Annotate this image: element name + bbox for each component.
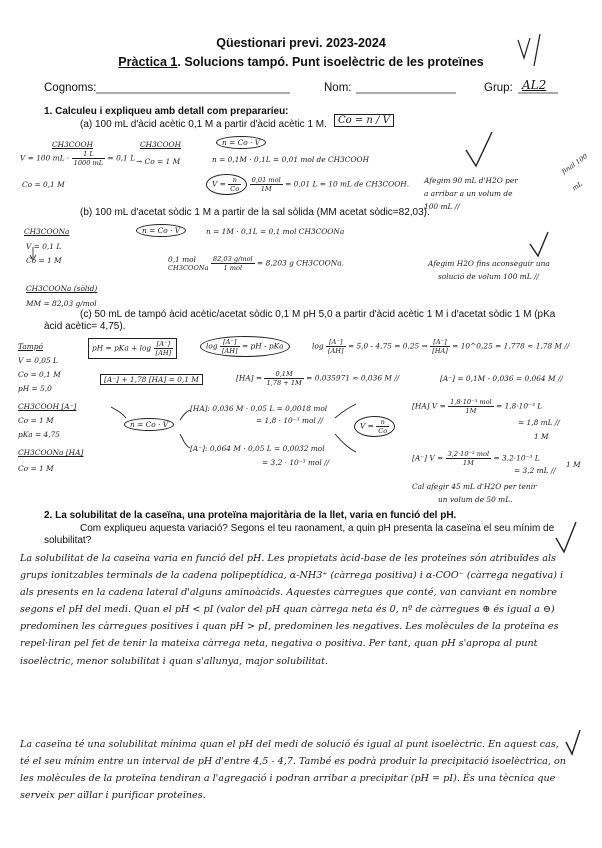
q1b-text: (b) 100 mL d'acetat sòdic 1 M a partir de la sal sòlida (MM acetat sòdic=82,03). [80,207,430,218]
c-log-oval: log $\frac{[A^-]}{[AH]}$ = pH - pKa [200,336,290,357]
c-n-ha: [HA]: 0,036 M · 0,05 L = 0,0018 mol [190,404,328,413]
q1-title: 1. Calculeu i expliqueu amb detall com prepararíeu: [44,106,289,117]
b-l4d: solució de volum 100 mL // [438,272,539,281]
group-value: AL2 [522,78,547,92]
checkmark-icon [566,730,580,754]
arrow-icon [335,434,356,452]
arrow-icon [180,434,190,448]
practice-label: Pràctica 1 [118,55,178,69]
c-v-ha-d: 1 M [534,432,549,441]
c-acid-co: Co = 1 M [18,416,54,425]
c-v-ha-c: = 1,8 mL // [518,418,560,427]
margin-note-1: final 100 [560,152,590,176]
group-label: Grup: [484,82,513,94]
a-frac2: $\frac{\text{0,01 mol}}{1M}$ [251,176,281,193]
c-v-a-c: = 3,2 mL // [514,466,556,475]
b-oval: n = Co · V [136,224,186,237]
c-n-a2: = 3,2 · 10⁻³ mol // [262,458,330,467]
a-frac: $\frac{1 L}{1000 mL}$ [73,150,104,167]
c-box2: [A⁻] + 1,78 [HA] = 0,1 M [100,374,203,385]
b-l2: V = 0,1 L [26,242,62,251]
b-l1: CH3COONa [24,227,70,236]
arrow-icon [335,404,356,418]
c-note-1: Cal afegir 45 mL d'H2O per tenir [412,482,537,491]
c-tampo: Tampó [18,342,43,351]
b-l5: CH3COONa (sòlid) [26,284,98,293]
a-l3b: = 0,01 L = 10 mL de CH3COOH. [285,179,410,189]
margin-note-2: mL [570,179,584,193]
c-v-ha: [HA] V = $\frac{\text{1,8·10⁻³ mol}}{1M}$ = 1,8·10⁻³ L [412,398,543,415]
arrow-icon [180,410,190,420]
c-salt-box: CH3COONa [HA] [18,448,84,457]
checkmark-icon [556,522,576,552]
c-n-a: [A⁻]: 0,064 M · 0,05 L = 0,0032 mol [190,444,325,453]
arrow-icon [111,407,126,418]
a-l2c: → Co = 1 M [136,157,181,166]
c-hh-box: pH = pKa + log $\frac{[A^-]}{[AH]}$ [88,338,177,359]
q1a-text: (a) 100 mL d'àcid acètic 0,1 M a partir d'àcid acètic 1 M. [80,119,327,130]
b-l1b: n = 1M · 0,1L = 0,1 mol CH3COONa [206,227,345,236]
a-l2d: n = 0,1M · 0,1L = 0,01 mol de CH3COOH [212,155,370,164]
c-ha: [HA] = $\frac{0,1M}{1,78 + 1M}$ = 0,035971 ≈ 0,036 M // [236,370,400,387]
c-note-2: un volum de 50 mL. [438,495,513,504]
b-l6: MM = 82,03 g/mol [26,299,97,308]
c-oval-n: n = Co · V [124,418,174,431]
c-n-ha2: = 1,8 · 10⁻³ mol // [256,416,324,425]
checkmark-icon [530,232,548,256]
c-log2: log $\frac{[A^-]}{[AH]}$ = 5,0 - 4,75 = 0,25 ⇒ $\frac{[A^-]}{[HA]}$ = 10^0,25 = 1,778 ≈ 1,78 M // [312,338,570,355]
c-pka: pKa = 4,75 [18,430,61,439]
a-l3a: Co = 0,1 M [22,180,65,189]
surname-label: Cognoms: [44,82,97,94]
c-co: Co = 0,1 M [18,370,61,379]
c-salt-co: Co = 1 M [18,464,54,473]
a-label-acid2: CH3COOH [140,140,182,149]
q1c-text-2: àcid acètic= 4,75). [44,321,126,332]
a-label-acid: CH3COOH [52,140,94,149]
c-v-a-d: 1 M [566,460,581,469]
c-ph: pH = 5,0 [18,384,52,393]
q2-answer-2: La caseïna té una solubilitat mínima quan el pH del medi de solució és igual al punt isoelèctric. En aquest cas, té el seu mínim entre un interval de pH d'entre 4,5 - 4,7. També es podrà produir la precipitació isoelèctrica, on les molècules de la proteïna tendiran a l'agregació i podran arribar a precipitar (pH = pI). És una tècnica que serveix per aïllar i purificar proteïnes. [20,739,566,802]
name-label: Nom: [324,82,352,94]
b-l3: Co = 1 M [26,256,62,265]
b-l4b: = 8,203 g CH3COONa. [257,258,344,268]
practice-subtitle: . Solucions tampó. Punt isoelèctric de les proteïnes [177,55,484,69]
a-oval-formula: n = Co · V [216,136,266,149]
formula-box: Co = n / V [334,114,394,127]
a-l2b: = 0,1 L [107,153,136,163]
practice-title [0,55,602,69]
b-l4c: Afegim H2O fins aconseguir una [428,259,550,268]
a-oval-v: V = $\frac{n}{Co}$ $\frac{\text{0,01 mol}}{1M}$ = 0,01 L = 10 mL de CH3COOH. [206,174,409,195]
q2-answer-1: La solubilitat de la caseïna varia en funció del pH. Les propietats àcid-base de les proteïnes són atribuïdes als grups ionitzables terminals de la cadena polipeptídica, α-NH3⁺ (càrrega positiva) i α-COO⁻ (càrrega negativa) i als presents en la cadena lateral d'alguns aminoàcids. Aquestes càrregues que conté, van canviant en nombre segons el pH del medi. Quan el pH < pI (valor del pH quan càrrega neta és 0, nº de càrregues ⊕ és igual a ⊖) predominen les càrregues positives i quan pH > pI, predominen les negatives. Les molècules de la proteïna es repel·liran pel fet de tenir la mateixa càrrega neta, negativa o positiva. Per tant, quan pH s'apropa al punt isoelèctric, menor solubilitat i quan s'allunya, major solubilitat. [20,553,564,667]
q2-text-1: Com expliqueu aquesta variació? Segons el teu raonament, a quin pH presenta la caseïna el seu mínim de [80,523,555,534]
c-a-calc: [A⁻] = 0,1M - 0,036 = 0,064 M // [440,374,563,383]
c-oval-v: V = $\frac{n}{Co}$ [354,416,395,437]
c-v-a: [A⁻] V = $\frac{\text{3,2·10⁻³ mol}}{1M}$ = 3,2·10⁻³ L [412,450,540,467]
checkmark-icon [466,132,492,166]
a-l3c: Afegim 90 mL d'H2O per [424,176,518,185]
q2-title: 2. La solubilitat de la caseïna, una proteïna majoritària de la llet, varia en funció del pH. [44,510,457,521]
b-l4-mol: 0,1 mol CH3COONa $\frac{\text{82,03 g/mol}}{\text{1 mol}}$ = 8,203 g CH3COONa. [168,255,344,272]
a-l3d: a arribar a un volum de [424,189,513,198]
a-l2a: V = 100 mL · [20,153,70,163]
c-acid-box: CH3COOH [A⁻] [18,402,77,411]
page-title: Qüestionari previ. 2023-2024 [216,36,386,50]
a-l3e: 100 mL // [424,202,460,211]
c-v: V = 0,05 L [18,356,58,365]
q1c-text-1: (c) 50 mL de tampó àcid acètic/acetat sòdic 0,1 M pH 5,0 a partir d'àcid acètic 1 M i d'acetat sòdic 1 M (pKa [80,309,556,320]
a-line2 [20,150,135,167]
q2-text-2: solubilitat? [44,535,92,546]
